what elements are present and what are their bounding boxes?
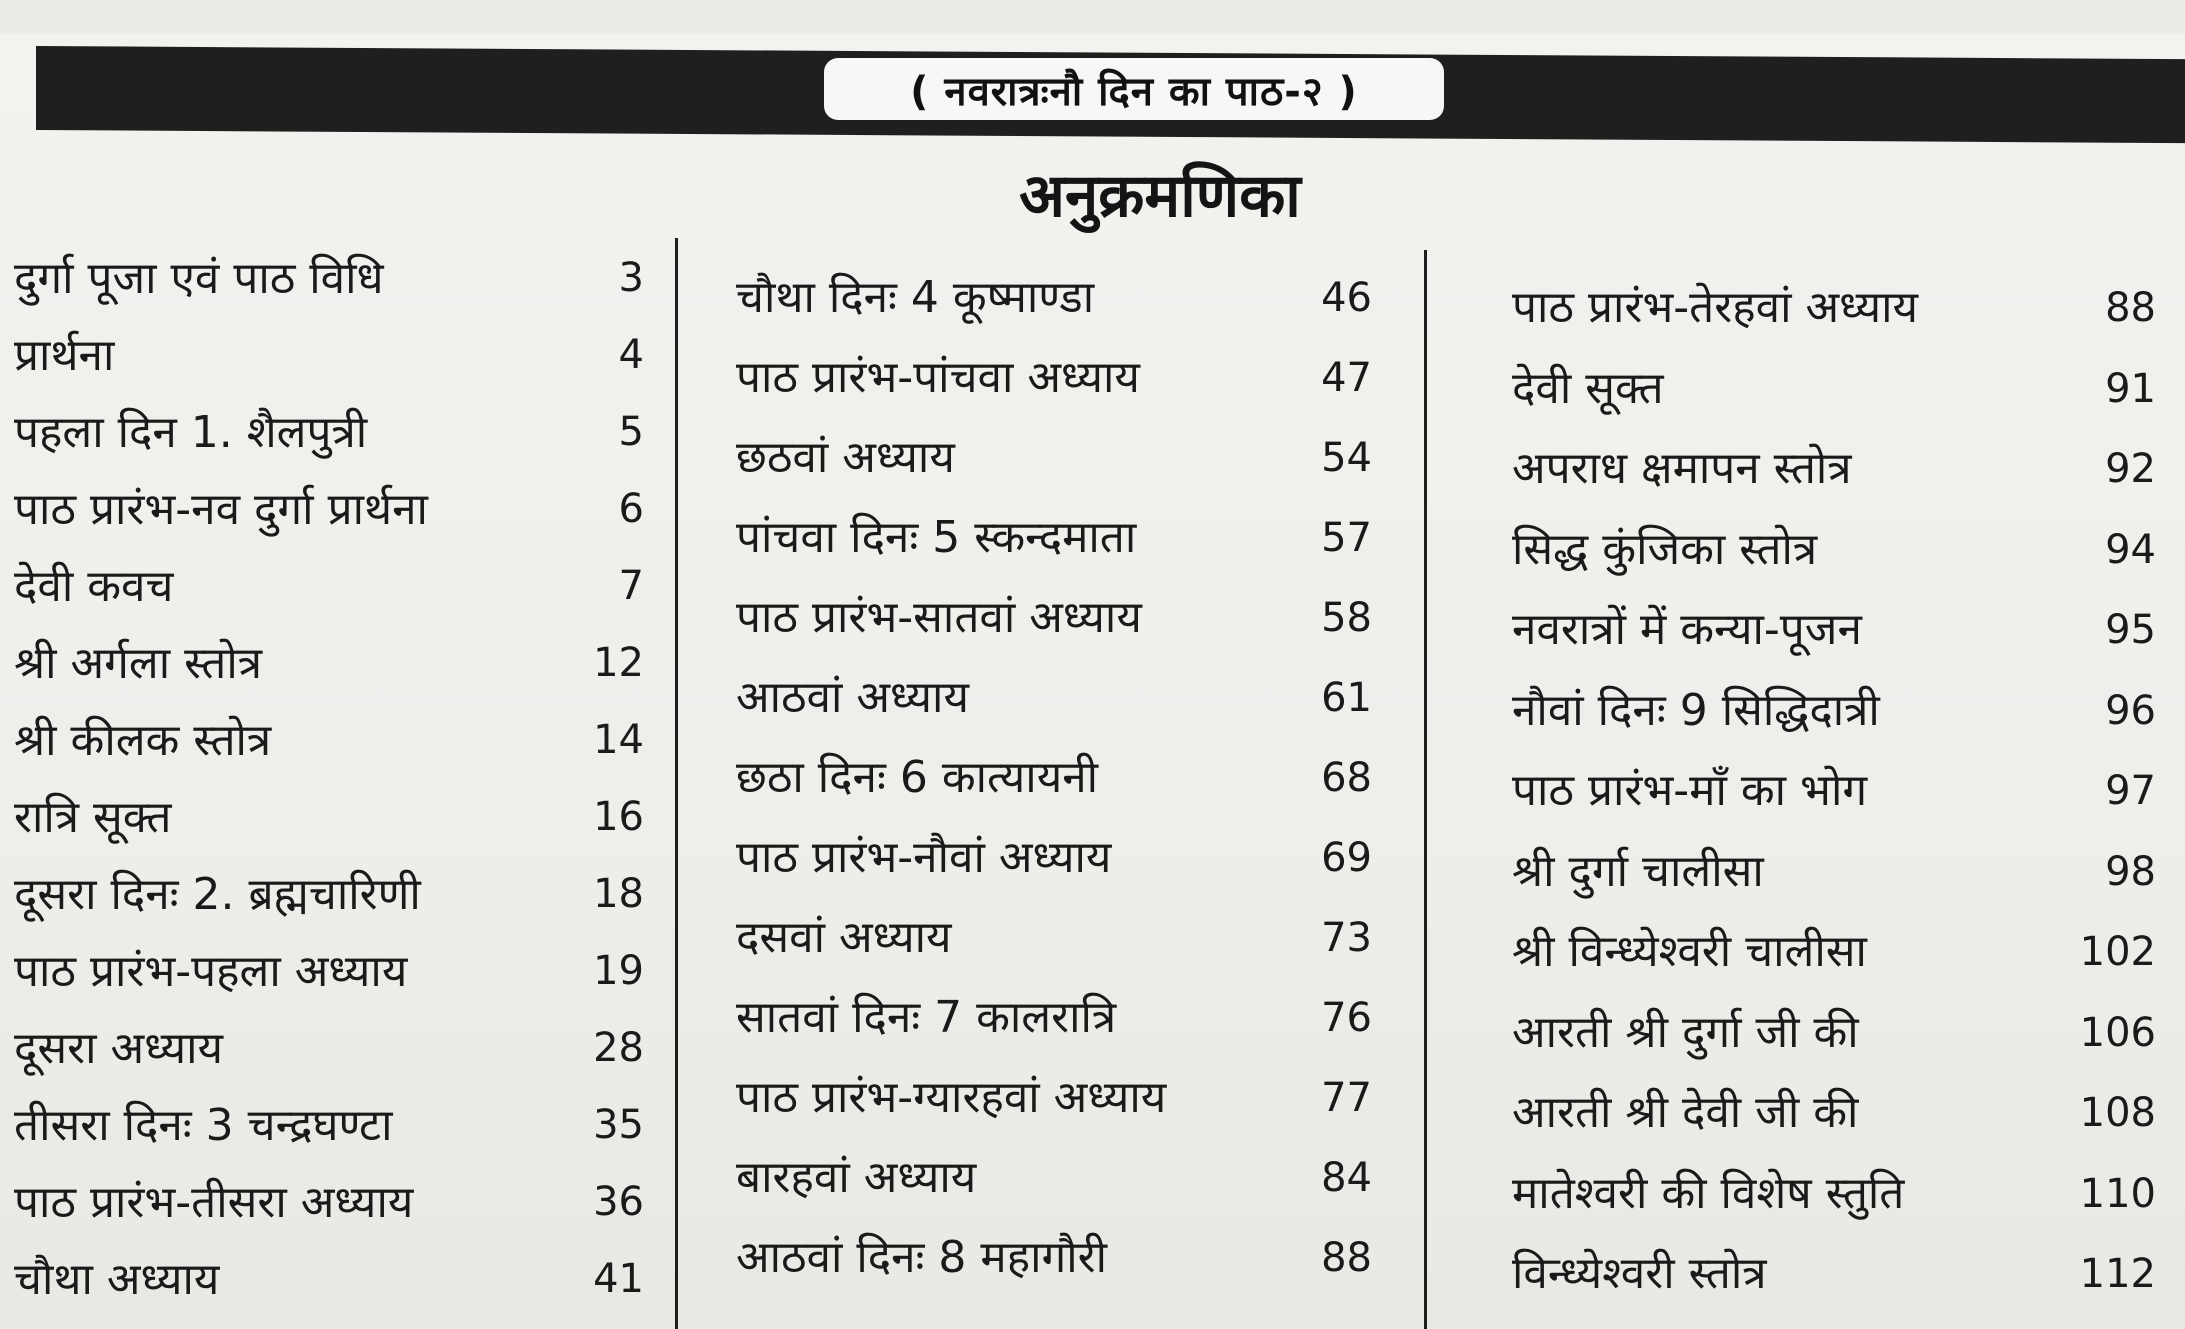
toc-entry [1512, 751, 2156, 832]
toc-entry-title: अपराध क्षमापन स्तोत्र [1512, 443, 1852, 494]
toc-entry-page: 61 [1321, 675, 1372, 721]
toc-entry-page: 58 [1321, 595, 1372, 641]
toc-entry [736, 818, 1372, 898]
toc-entry-title: पाठ प्रारंभ-नौवां अध्याय [736, 832, 1112, 883]
toc-entry-title: श्री अर्गला स्तोत्र [14, 638, 263, 689]
column-divider [675, 238, 678, 1329]
toc-entry-page: 96 [2105, 687, 2156, 734]
toc-entry-title: विन्ध्येश्वरी स्तोत्र [1512, 1248, 1767, 1299]
toc-entry-title: चौथा अध्याय [14, 1254, 220, 1305]
toc-entry-page: 14 [593, 717, 644, 763]
toc-entry-page: 54 [1321, 435, 1372, 481]
toc-entry-title: बारहवां अध्याय [736, 1152, 977, 1203]
toc-entry-title: नवरात्रों में कन्या-पूजन [1512, 604, 1862, 655]
toc-entry-page: 94 [2105, 526, 2156, 573]
toc-entry [14, 1010, 644, 1087]
toc-entry-title: तीसरा दिनः 3 चन्द्रघण्टा [14, 1100, 393, 1151]
toc-entry-title: सिद्ध कुंजिका स्तोत्र [1512, 523, 1818, 575]
toc-entry [736, 1138, 1372, 1218]
toc-entry [14, 240, 644, 317]
toc-entry-title: पाठ प्रारंभ-पांचवा अध्याय [736, 352, 1140, 403]
toc-entry-title: आठवां अध्याय [736, 672, 969, 723]
toc-entry-page: 91 [2105, 365, 2156, 412]
toc-entry [14, 1087, 644, 1164]
toc-entry [14, 1241, 644, 1318]
toc-entry-page: 28 [593, 1025, 644, 1071]
series-label: ( नवरात्रःनौ दिन का पाठ-२ ) [824, 58, 1444, 120]
toc-entry [14, 317, 644, 394]
toc-entry-page: 112 [2079, 1251, 2156, 1297]
toc-entry [14, 394, 644, 471]
toc-entry-title: पाठ प्रारंभ-नव दुर्गा प्रार्थना [14, 484, 428, 535]
toc-entry-page: 36 [593, 1179, 644, 1225]
toc-entry-title: मातेश्वरी की विशेष स्तुति [1512, 1167, 1905, 1219]
toc-entry-title: आठवां दिनः 8 महागौरी [736, 1232, 1108, 1283]
toc-entry-title: छठा दिनः 6 कात्यायनी [736, 752, 1099, 803]
toc-entry-title: रात्रि सूक्त [14, 792, 172, 843]
toc-column-1 [14, 240, 644, 1318]
toc-entry-page: 35 [593, 1102, 644, 1148]
toc-entry [736, 1218, 1372, 1298]
toc-entry [14, 933, 644, 1010]
toc-entry-title: पांचवा दिनः 5 स्कन्दमाता [736, 512, 1137, 563]
toc-entry-page: 47 [1321, 355, 1372, 401]
toc-entry-title: आरती श्री देवी जी की [1512, 1087, 1859, 1138]
toc-entry-page: 7 [618, 563, 644, 609]
toc-entry-page: 12 [593, 640, 644, 686]
top-margin [0, 0, 2185, 34]
toc-entry-title: श्री कीलक स्तोत्र [14, 715, 272, 766]
toc-entry [736, 338, 1372, 418]
toc-entry-page: 98 [2105, 848, 2156, 895]
toc-entry [1512, 1154, 2156, 1235]
toc-entry [1512, 912, 2156, 993]
toc-entry-title: सातवां दिनः 7 कालरात्रि [736, 992, 1117, 1043]
toc-entry [1512, 1234, 2156, 1315]
page-title: अनुक्रमणिका [1019, 161, 1301, 231]
toc-entry-title: पाठ प्रारंभ-पहला अध्याय [14, 946, 408, 997]
toc-entry-title: प्रार्थना [14, 330, 115, 381]
toc-entry [1512, 832, 2156, 913]
toc-entry-page: 5 [618, 409, 644, 455]
toc-entry-title: दूसरा अध्याय [14, 1023, 224, 1074]
toc-entry-title: देवी सूक्त [1512, 362, 1664, 414]
toc-entry [1512, 993, 2156, 1074]
toc-entry-page: 76 [1321, 995, 1372, 1041]
toc-entry [736, 258, 1372, 338]
toc-entry [14, 856, 644, 933]
toc-entry-page: 92 [2105, 446, 2156, 492]
toc-entry-title: पाठ प्रारंभ-ग्यारहवां अध्याय [736, 1072, 1167, 1123]
toc-entry-title: आरती श्री दुर्गा जी की [1512, 1006, 1859, 1058]
toc-entry-page: 73 [1321, 915, 1372, 961]
toc-entry [14, 625, 644, 702]
toc-entry [1512, 590, 2156, 671]
toc-entry-title: दसवां अध्याय [736, 912, 952, 963]
toc-entry-page: 88 [1321, 1235, 1372, 1281]
toc-entry-page: 4 [618, 332, 644, 378]
toc-entry [14, 779, 644, 856]
toc-entry [14, 548, 644, 625]
toc-entry-page: 97 [2105, 768, 2156, 814]
toc-entry [736, 978, 1372, 1058]
toc-entry-title: श्री दुर्गा चालीसा [1512, 845, 1764, 897]
toc-entry-title: पाठ प्रारंभ-सातवां अध्याय [736, 592, 1142, 643]
column-divider [1424, 250, 1427, 1329]
toc-column-3 [1512, 268, 2156, 1315]
toc-entry-title: छठवां अध्याय [736, 432, 955, 483]
toc-entry-title: पाठ प्रारंभ-तेरहवां अध्याय [1512, 282, 1919, 333]
toc-entry [1512, 510, 2156, 591]
toc-entry [736, 1058, 1372, 1138]
toc-entry-page: 108 [2079, 1090, 2156, 1136]
toc-entry-title: पाठ प्रारंभ-तीसरा अध्याय [14, 1177, 414, 1228]
toc-entry-title: पहला दिन 1. शैलपुत्री [14, 407, 368, 458]
toc-entry-page: 6 [618, 486, 644, 532]
toc-column-2 [736, 258, 1372, 1298]
toc-entry [14, 1164, 644, 1241]
toc-entry [1512, 429, 2156, 510]
toc-entry-title: पाठ प्रारंभ-माँ का भोग [1512, 765, 1868, 816]
toc-entry-page: 69 [1321, 835, 1372, 881]
toc-entry [14, 702, 644, 779]
toc-entry-title: दुर्गा पूजा एवं पाठ विधि [14, 253, 384, 304]
toc-entry-page: 77 [1321, 1075, 1372, 1121]
toc-entry-page: 3 [618, 255, 644, 301]
toc-entry [736, 418, 1372, 498]
toc-entry [736, 898, 1372, 978]
toc-entry-page: 68 [1321, 755, 1372, 801]
toc-entry [1512, 1073, 2156, 1154]
toc-entry-page: 41 [593, 1256, 644, 1302]
toc-entry-title: श्री विन्ध्येश्वरी चालीसा [1512, 926, 1867, 977]
toc-entry-page: 102 [2079, 929, 2156, 975]
toc-entry [736, 738, 1372, 818]
toc-entry-page: 106 [2079, 1009, 2156, 1056]
toc-entry [736, 578, 1372, 658]
toc-entry [736, 498, 1372, 578]
toc-entry [1512, 349, 2156, 430]
toc-entry-page: 88 [2105, 285, 2156, 331]
toc-entry-title: चौथा दिनः 4 कूष्माण्डा [736, 272, 1095, 323]
toc-entry-title: नौवां दिनः 9 सिद्धिदात्री [1512, 684, 1880, 736]
toc-entry [1512, 268, 2156, 349]
toc-entry-page: 84 [1321, 1155, 1372, 1201]
toc-entry-page: 16 [593, 794, 644, 840]
toc-entry-page: 57 [1321, 515, 1372, 561]
toc-entry [1512, 671, 2156, 752]
toc-entry [14, 471, 644, 548]
toc-entry-title: देवी कवच [14, 561, 174, 612]
toc-entry [736, 658, 1372, 738]
toc-entry-title: दूसरा दिनः 2. ब्रह्मचारिणी [14, 869, 421, 920]
toc-entry-page: 18 [593, 871, 644, 917]
toc-entry-page: 110 [2079, 1170, 2156, 1217]
toc-entry-page: 46 [1321, 275, 1372, 321]
toc-entry-page: 95 [2105, 607, 2156, 653]
toc-entry-page: 19 [593, 948, 644, 994]
